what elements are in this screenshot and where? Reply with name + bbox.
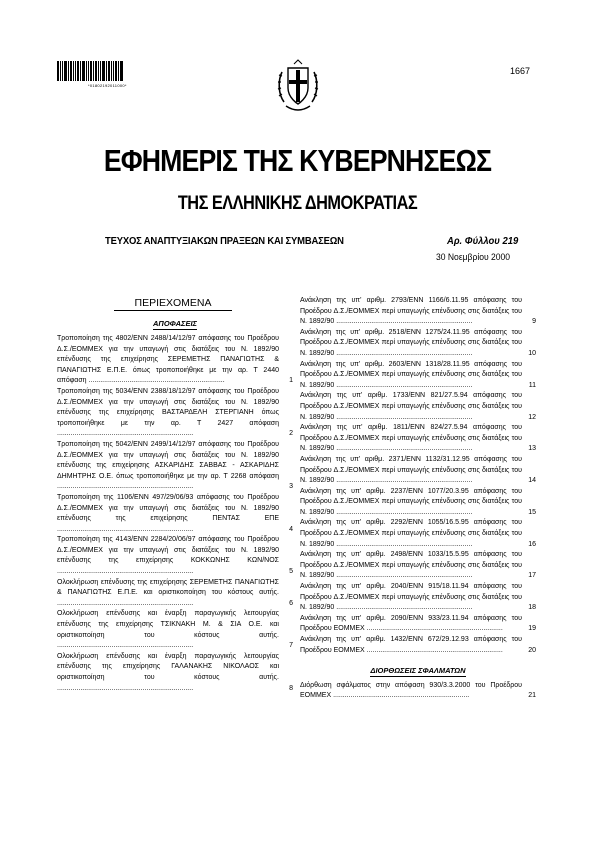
- gazette-subtitle: ΤΗΣ ΕΛΛΗΝΙΚΗΣ ΔΗΜΟΚΡΑΤΙΑΣ: [177, 193, 418, 214]
- toc-entry-text: Ανάκληση της υπ' αριθμ. 2518/ΕΝΝ 1275/24.11.95 απόφασης του Προέδρου Δ.Σ./ΕΟΜΜΕΧ περί υπαγωγής επένδυσης στις διατάξεις του Ν. 1892/90 .....: [300, 328, 522, 360]
- toc-entry-text: Τροποποίηση της 4143/ΕΝΝ 2284/20/06/97 απόφασης του Προέδρου Δ.Σ./ΕΟΜΜΕΧ για την υπαγωγή στις διατάξεις του Ν. 1892/90 επένδυσης της επιχείρησης ΚΟΚΚΩΝΗΣ ΚΩΝ/ΝΟΣ .....: [57, 535, 279, 577]
- barcode: [57, 61, 123, 81]
- toc-entry-page: 3: [289, 483, 293, 491]
- toc-entry-text: Ανάκληση της υπ' αριθμ. 1811/ΕΝΝ 824/27.5.94 απόφασης του Προέδρου Δ.Σ./ΕΟΜΜΕΧ περί υπαγωγής επένδυσης στις διατάξεις του Ν. 1892/90 .....: [300, 423, 522, 455]
- toc-entry-page: 19: [528, 625, 536, 633]
- toc-entry-text: Ανάκληση της υπ' αριθμ. 2292/ΕΝΝ 1055/16.5.95 απόφασης του Προέδρου Δ.Σ./ΕΟΜΜΕΧ περί υπαγωγής επένδυσης στις διατάξεις του Ν. 1892/90 .....: [300, 518, 522, 550]
- section-corrections-heading: ΔΙΟΡΘΩΣΕΙΣ ΣΦΑΛΜΑΤΩΝ: [370, 666, 466, 676]
- toc-entry-page: 7: [289, 642, 293, 650]
- toc-entry-text: Τροποποίηση της 5042/ΕΝΝ 2499/14/12/97 απόφασης του Προέδρου Δ.Σ./ΕΟΜΜΕΧ για την υπαγωγή στις διατάξεις του Ν. 1892/90 επένδυσης της επιχείρησης ΑΣΚΑΡΙΔΗΣ ΣΑΒΒΑΣ - ΑΣΚΑΡΙΔΗΣ ΔΗΜΗΤΡΗΣ Ο.Ε. όπως τροποποιήθηκε με την αρ. Τ 2268 απόφαση .....: [57, 440, 279, 493]
- toc-entry-page: 2: [289, 430, 293, 438]
- coat-of-arms-icon: [276, 58, 320, 116]
- toc-entry-text: Ανάκληση της υπ' αριθμ. 2040/ΕΝΝ 915/18.11.94 απόφασης του Προέδρου Δ.Σ./ΕΟΜΜΕΧ περί υπαγωγής επένδυσης στις διατάξεις του Ν. 1892/90 .....: [300, 582, 522, 614]
- toc-entry: [300, 328, 536, 360]
- toc-entry-text: Διόρθωση σφάλματος στην απόφαση 930/3.3.2000 του Προέδρου ΕΟΜΜΕΧ .....: [300, 681, 522, 702]
- gazette-title: ΕΦΗΜΕΡΙΣ ΤΗΣ ΚΥΒΕΡΝΗΣΕΩΣ: [103, 143, 492, 178]
- toc-entry: [300, 518, 536, 550]
- toc-entry-text: Ολοκλήρωση επένδυσης της επιχείρησης ΣΕΡΕΜΕΤΗΣ ΠΑΝΑΓΙΩΤΗΣ & ΠΑΝΑΓΙΩΤΗΣ Ε.Π.Ε. και οριστικοποίηση του κόστους αυτής. .....: [57, 578, 279, 610]
- toc-entry-text: Ανάκληση της υπ' αριθμ. 2498/ΕΝΝ 1033/15.5.95 απόφασης του Προέδρου Δ.Σ./ΕΟΜΜΕΧ περί υπαγωγής επένδυσης στις διατάξεις του Ν. 1892/90 .....: [300, 550, 522, 582]
- toc-entry: [300, 614, 536, 635]
- toc-entry-page: 10: [528, 349, 536, 357]
- page-number: 1667: [510, 66, 531, 76]
- toc-entry-page: 5: [289, 568, 293, 576]
- toc-entry: [300, 550, 536, 582]
- toc-entry: [300, 455, 536, 487]
- toc-entry: [300, 423, 536, 455]
- toc-entry-text: Ανάκληση της υπ' αριθμ. 1432/ΕΝΝ 672/29.12.93 απόφασης του Προέδρου ΕΟΜΜΕΧ .....: [300, 635, 522, 656]
- toc-entry: [57, 440, 293, 493]
- toc-entry: [57, 387, 293, 440]
- toc-entry-page: 15: [528, 508, 536, 516]
- toc-entry-text: Ανάκληση της υπ' αριθμ. 1733/ΕΝΝ 821/27.5.94 απόφασης του Προέδρου Δ.Σ./ΕΟΜΜΕΧ περί υπαγωγής επένδυσης στις διατάξεις του Ν. 1892/90 .....: [300, 391, 522, 423]
- toc-heading: ΠΕΡΙΕΧΟΜΕΝΑ: [118, 297, 228, 309]
- toc-entry: [300, 360, 536, 392]
- toc-entry-text: Τροποποίηση της 5034/ΕΝΝ 2388/18/12/97 απόφασης του Προέδρου Δ.Σ./ΕΟΜΜΕΧ για την υπαγωγή στις διατάξεις του Ν. 1892/90 επένδυσης της επιχείρησης ΒΑΣΤΑΡΔΕΛΗ ΣΤΕΡΓΙΑΝΗ όπως τροποποιήθηκε με την αρ. Τ 2427 απόφαση .....: [57, 387, 279, 440]
- toc-entry: [300, 391, 536, 423]
- toc-entry-text: Ανάκληση της υπ' αριθμ. 2371/ΕΝΝ 1132/31.12.95 απόφασης του Προέδρου Δ.Σ./ΕΟΜΜΕΧ περί υπαγωγής επένδυσης στις διατάξεις του Ν. 1892/90 .....: [300, 455, 522, 487]
- toc-entry-page: 20: [528, 646, 536, 654]
- toc-entry: [57, 609, 293, 651]
- toc-entry-page: 17: [528, 572, 536, 580]
- toc-entry: [300, 296, 536, 328]
- toc-entry-page: 18: [528, 604, 536, 612]
- barcode-number: *01802192011000*: [88, 83, 127, 88]
- section-decisions-heading: ΑΠΟΦΑΣΕΙΣ: [153, 319, 197, 328]
- toc-entry: [300, 487, 536, 519]
- toc-entry-text: Ολοκλήρωση επένδυσης και έναρξη παραγωγικής λειτουργίας επένδυσης της επιχείρησης ΓΑΛΑΝΑΚΗΣ ΝΙΚΟΛΑΟΣ και οριστικοποίηση του κόστους αυτής. .....: [57, 652, 279, 694]
- toc-entry-page: 1: [289, 377, 293, 385]
- toc-entry-page: 9: [532, 318, 536, 326]
- toc-right-column: [300, 296, 536, 702]
- toc-entry-text: Ανάκληση της υπ' αριθμ. 2793/ΕΝΝ 1166/6.11.95 απόφασης του Προέδρου Δ.Σ./ΕΟΜΜΕΧ περί υπαγωγής επένδυσης στις διατάξεις του Ν. 1892/90 .....: [300, 296, 522, 328]
- toc-entry: [57, 334, 293, 387]
- toc-entry: [300, 635, 536, 656]
- toc-entry-text: Τροποποίηση της 4802/ΕΝΝ 2488/14/12/97 απόφασης του Προέδρου Δ.Σ./ΕΟΜΜΕΧ για την υπαγωγή στις διατάξεις του Ν. 1892/90 επένδυσης της επιχείρησης ΣΕΡΕΜΕΤΗΣ ΠΑΝΑΓΙΩΤΗΣ & ΠΑΝΑΓΙΩΤΗΣ Ε.Π.Ε. όπως τροποποιήθηκε με την αρ. Τ 2440 απόφαση .....: [57, 334, 279, 387]
- toc-entry: [57, 535, 293, 577]
- toc-entry: [57, 578, 293, 610]
- toc-corrections-list: [300, 681, 536, 702]
- toc-entry-text: Τροποποίηση της 1106/ΕΝΝ 497/29/06/93 απόφασης του Προέδρου Δ.Σ./ΕΟΜΜΕΧ για την υπαγωγή στις διατάξεις του Ν. 1892/90 επένδυσης της επιχείρησης ΠΕΝΤΑΣ ΕΠΕ .....: [57, 493, 279, 535]
- toc-entry: [300, 681, 536, 702]
- issue-date: 30 Νοεμβρίου 2000: [436, 252, 511, 262]
- toc-left-column: [57, 319, 293, 694]
- toc-entry-page: 11: [528, 381, 536, 389]
- issue-type: ΤΕΥΧΟΣ ΑΝΑΠΤΥΞΙΑΚΩΝ ΠΡΑΞΕΩΝ ΚΑΙ ΣΥΜΒΑΣΕΩΝ: [105, 235, 344, 247]
- toc-entry-page: 4: [289, 525, 293, 533]
- toc-entry-page: 8: [289, 684, 293, 692]
- toc-entry-text: Ολοκλήρωση επένδυσης και έναρξη παραγωγικής λειτουργίας επένδυσης της επιχείρησης ΤΣΙΚΝΑΚΗ Μ. & ΣΙΑ Ο.Ε. και οριστικοποίηση του κόστους αυτής. .....: [57, 609, 279, 651]
- toc-entry-page: 14: [528, 477, 536, 485]
- toc-entry: [300, 582, 536, 614]
- sheet-number: Αρ. Φύλλου 219: [447, 235, 519, 247]
- toc-entry: [57, 493, 293, 535]
- toc-right-list: [300, 296, 536, 656]
- toc-entry-page: 6: [289, 599, 293, 607]
- toc-entry: [57, 652, 293, 694]
- toc-entry-page: 12: [528, 413, 536, 421]
- toc-left-list: [57, 334, 293, 694]
- toc-entry-page: 21: [528, 692, 536, 700]
- toc-entry-text: Ανάκληση της υπ' αριθμ. 2603/ΕΝΝ 1318/28.11.95 απόφασης του Προέδρου Δ.Σ./ΕΟΜΜΕΧ περί υπαγωγής επένδυσης στις διατάξεις του Ν. 1892/90 .....: [300, 360, 522, 392]
- toc-entry-text: Ανάκληση της υπ' αριθμ. 2237/ΕΝΝ 1077/20.3.95 απόφασης του Προέδρου Δ.Σ./ΕΟΜΜΕΧ περί υπαγωγής επένδυσης στις διατάξεις του Ν. 1892/90 .....: [300, 487, 522, 519]
- toc-entry-page: 13: [528, 445, 536, 453]
- toc-entry-page: 16: [528, 540, 536, 548]
- toc-entry-text: Ανάκληση της υπ' αριθμ. 2090/ΕΝΝ 933/23.11.94 απόφασης του Προέδρου ΕΟΜΜΕΧ .....: [300, 614, 522, 635]
